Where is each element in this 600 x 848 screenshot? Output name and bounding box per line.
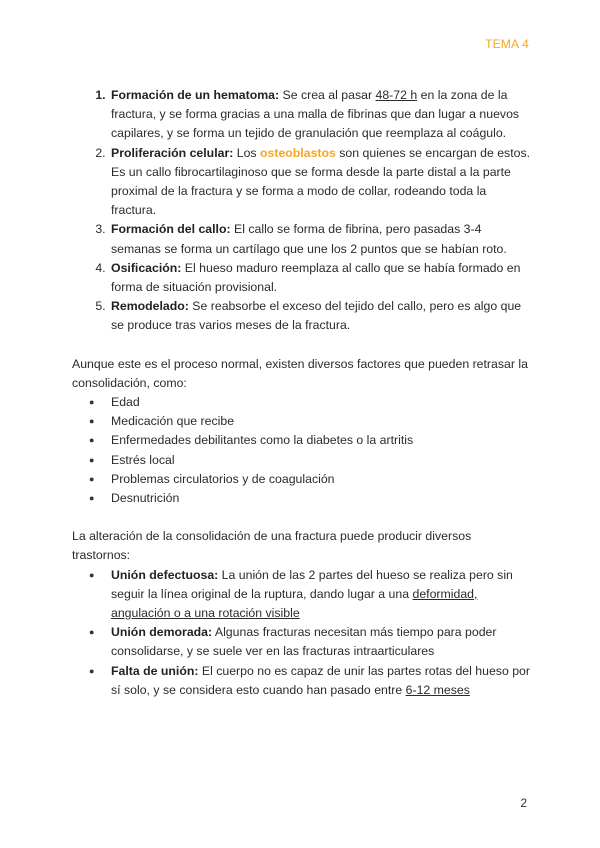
disorders-intro: La alteración de la consolidación de una fractura puede producir diversos trastornos: bbox=[72, 529, 472, 563]
step-title: Formación del callo: bbox=[111, 222, 231, 237]
step-title: Formación de un hematoma: bbox=[111, 88, 280, 102]
underlined-text: 48-72 h bbox=[375, 88, 418, 102]
step-text: Los bbox=[233, 145, 260, 160]
highlighted-term: osteoblastos bbox=[260, 145, 336, 160]
page-number: 2 bbox=[520, 796, 527, 810]
list-item: ● Medicación que recibe bbox=[109, 412, 532, 431]
step-text: El hueso maduro reemplaza al callo que se había formado en forma de situación provisional. bbox=[111, 260, 521, 295]
step-title: Remodelado: bbox=[111, 299, 189, 314]
disorders-list bbox=[72, 566, 532, 700]
step-title: Osificación: bbox=[111, 260, 182, 275]
list-item: ● Edad bbox=[109, 393, 532, 412]
disorder-title: Unión demorada: bbox=[111, 625, 213, 640]
step-text: El callo se forma de fibrina, pero pasadas 3-4 semanas se forma un cartílago que une los 2 puntos que se habían roto. bbox=[111, 222, 507, 256]
disorder-title: Falta de unión: bbox=[111, 663, 199, 678]
consolidation-steps-list bbox=[72, 86, 532, 336]
list-item bbox=[109, 623, 532, 661]
list-item: ● Estrés local bbox=[109, 451, 532, 470]
disorder-text: La unión de las 2 partes del hueso se realiza pero sin seguir la línea original de la ruptura, dando lugar a una bbox=[111, 567, 513, 601]
list-item: ● Enfermedades debilitantes como la diabetes o la artritis bbox=[109, 431, 532, 450]
list-item bbox=[109, 297, 532, 335]
list-item: ● Problemas circulatorios y de coagulación bbox=[109, 470, 532, 489]
list-item bbox=[109, 86, 532, 144]
list-item bbox=[109, 566, 532, 624]
step-title: Proliferación celular: bbox=[111, 145, 234, 160]
step-text: en la zona de la fractura, y se forma gracias a una malla de fibrinas que dan lugar a nuevos capilares, y se forma un tejido de granulación que reemplaza al coágulo. bbox=[111, 88, 520, 141]
disorder-title: Unión defectuosa: bbox=[111, 567, 219, 582]
list-item: ● Desnutrición bbox=[109, 489, 532, 508]
list-item bbox=[109, 662, 532, 700]
list-item bbox=[109, 220, 532, 258]
list-item bbox=[109, 144, 532, 221]
factors-list bbox=[72, 393, 532, 508]
step-text: son quienes se encargan de estos. Es un callo fibrocartilaginoso que se forma desde la parte distal a la parte proximal de la fractura y se forma a modo de collar, rodeando toda la fractura. bbox=[111, 145, 531, 218]
factors-intro: Aunque este es el proceso normal, existen diversos factores que pueden retrasar la consolidación, como: bbox=[72, 356, 528, 390]
list-item bbox=[109, 259, 532, 297]
chapter-label: TEMA 4 bbox=[485, 37, 529, 51]
step-text: Se crea al pasar bbox=[279, 88, 376, 102]
disorder-text: El cuerpo no es capaz de unir las partes rotas del hueso por sí solo, y se considera esto cuando han pasado entre bbox=[111, 663, 530, 697]
page-content bbox=[72, 86, 532, 700]
underlined-text: 6-12 meses bbox=[405, 682, 470, 697]
underlined-text: deformidad, angulación o a una rotación visible bbox=[111, 586, 478, 621]
disorder-text: Algunas fracturas necesitan más tiempo para poder consolidarse, y se suele ver en las fracturas intraarticulares bbox=[111, 625, 497, 659]
step-text: Se reabsorbe el exceso del tejido del callo, pero es algo que se produce tras varios meses de la fractura. bbox=[111, 299, 522, 333]
